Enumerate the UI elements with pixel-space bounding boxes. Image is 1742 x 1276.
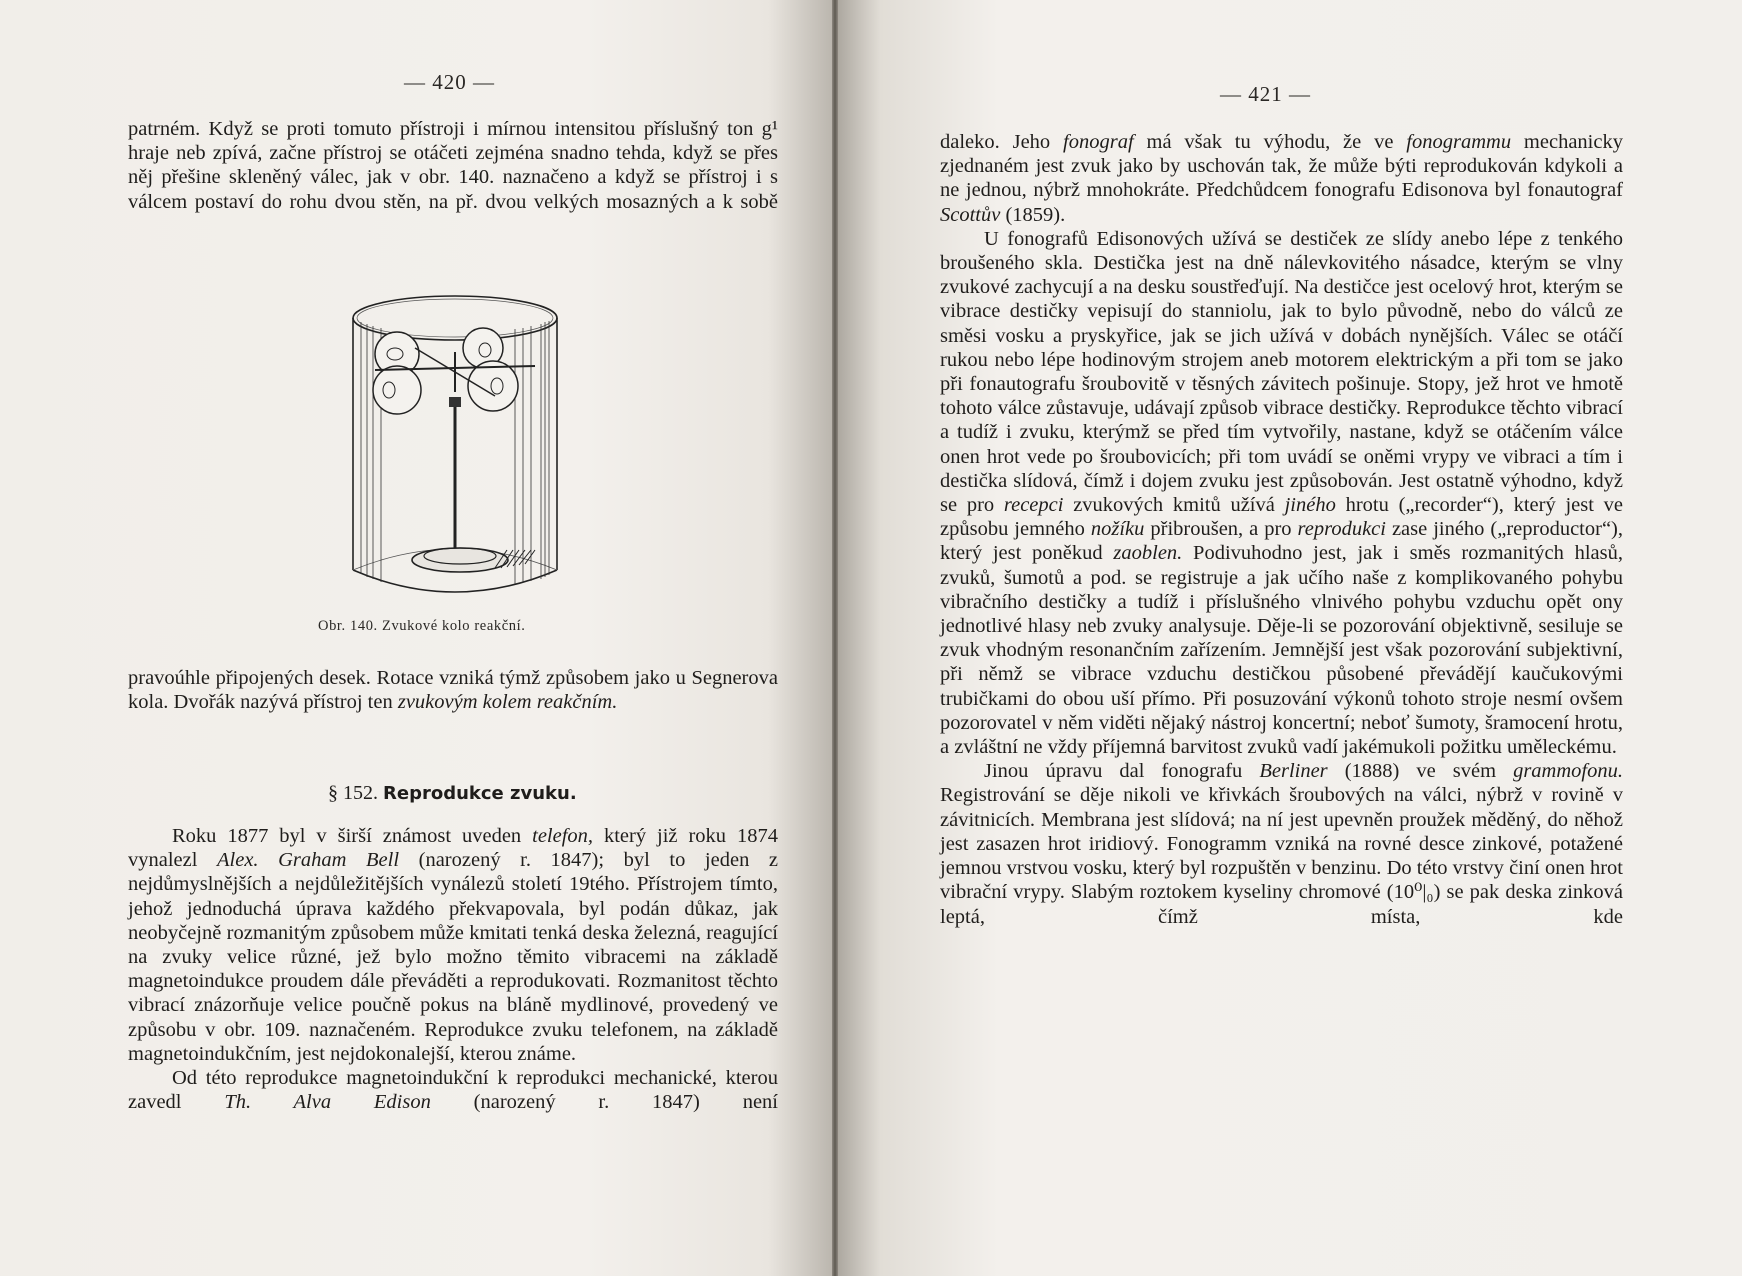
text-span: hrotu („recorder“), který jest ve způsobu jemného [940, 494, 1623, 541]
text-span: (narozený r. 1847) není [430, 1091, 778, 1114]
paragraph [128, 1066, 778, 1114]
text-span: pravoúhle připojených desek. Rotace vzniká týmž způsobem jako u Segnerova kola. Dvořák nazývá přístroj ten [128, 667, 778, 714]
paragraph [128, 824, 778, 1066]
text-span: Od této reprodukce magnetoindukční k reprodukci mechanické, kterou zavedl [128, 1067, 778, 1114]
paragraph [940, 227, 1623, 759]
right-text [940, 130, 1623, 929]
text-span: Podivuhodno jest, jak i směs rozmanitých hlasů, zvuků, šumotů a pod. se registruje a jak učího naše z komplikovaného pohybu vibračního destičky a tudíž i příslušného vlnivého pohybu vzduchu opět ony jednotlivé hlasy neb zvuky analysuje. Děje-li se pozorování objektivně, sesiluje se zvuk vhodným resonančním zařízením. Jemnější jest však pozorování subjektivní, při němž se vibrace vzduchu destičkou působené převádějí kaučukovými trubičkami do obou uší přímo. Při posuzování výkonů tohoto stroje nesmí ovšem pozorovatel v něm viděti nějaký nástroj koncertní; neboť šumoty, šramocení hrotu, a zvláštní ne vždy příjemná barvitost zvuků vadí jakémukoli požitku uměleckému. [940, 542, 1623, 759]
left-top-text [128, 117, 778, 214]
section-title: Reprodukce zvuku. [383, 783, 577, 804]
italic-span: Scottův [940, 203, 1001, 226]
book-gutter [832, 0, 838, 1276]
paragraph [940, 759, 1623, 928]
paragraph [128, 666, 778, 714]
paragraph [940, 130, 1623, 227]
left-section-text [128, 824, 778, 1114]
page-number: — 421 — [1220, 82, 1311, 106]
italic-span: nožíku [1090, 518, 1145, 541]
italic-span: Alex. Graham Bell [217, 849, 400, 872]
text-span: Jinou úpravu dal fonografu [984, 760, 1260, 783]
left-page [0, 0, 835, 1276]
italic-span: grammofonu. [1513, 760, 1623, 783]
text-span: (1888) ve svém [1327, 760, 1514, 783]
italic-span: fonograf [1063, 131, 1134, 153]
figure-caption: Obr. 140. Zvukové kolo reakční. [318, 618, 526, 634]
italic-span: telefon, [532, 825, 594, 847]
text-span: zase jiného („reproductor“), který jest poněkud [940, 518, 1623, 565]
italic-span: zvukovým kolem reakčním. [397, 691, 618, 714]
italic-span: fonogrammu [1406, 131, 1512, 153]
italic-span: Th. Alva Edison [224, 1091, 431, 1114]
text-span: U fonografů Edisonových užívá se destiček ze slídy anebo lépe z tenkého broušeného skla. Destička jest na dně nálevkovitého násadce, kterým se vlny zvukové zachycují a na desku soustřeďují. Na destičce jest ocelový hrot, kterým se vibrace destičky vepisují do stanniolu, jak to bylo původně, nebo do válců ze směsi vosku a pryskyřice, jak se jich užívá v dobách nynějších. Válec se otáčí rukou nebo lépe hodinovým strojem aneb motorem elektrickým a při tom se jako při fonautografu šroubovitě v těsných závitech pošinuje. Stopy, jež hrot ve hmotě tohoto válce zůstavuje, udávají způsob vibrace destičky. Reprodukce těchto vibrací a tudíž i zvuku, kterýmž se před tím vytvořily, nastane, když se otáčením válce onen hrot vede po šroubovicích; při tom uvádí se oněmi vrypy ve vibraci a tím i destička slídová, čímž i dojem zvuku jest způsobován. Jest ostatně výhodno, když se pro [940, 227, 1623, 517]
text-span: Roku 1877 byl v širší známost uveden [172, 825, 533, 847]
text-span: (narozený r. 1847); byl to jeden z nejdůmyslnějších a nejdůležitějších vynálezů století 19tého. Přístrojem tímto, jehož jednoduchá úprava každého překvapovala, byl podán důkaz, jak neobyčejně rozmanitým způsobem může kmitati tenká deska železná, reagující na zvuky velice různé, jež bylo možno těmito vibracemi na základě magnetoindukce proudem dále převáděti a reprodukovati. Rozmanitost těchto vibrací znázorňuje velice poučně pokus na bláně mydlinové, provedený ve způsobu v obr. 109. naznačeném. Reprodukce zvuku telefonem, na základě magnetoindukčním, jest nejdokonalejší, kterou známe. [128, 849, 778, 1065]
page-number: — 420 — [404, 70, 495, 94]
italic-span: zaoblen. [1113, 542, 1183, 565]
paragraph: patrném. Když se proti tomuto přístroji i mírnou intensitou příslušný ton g¹ hraje neb zpívá, začne přístroj se otáčeti zejména snadno tehda, když se přes něj přešine skleněný válec, jak v obr. 140. naznačeno a když se přístroj i s válcem postaví do rohu dvou stěn, na př. dvou velkých mosazných a k sobě [128, 118, 778, 213]
right-page [835, 0, 1742, 1276]
text-span: zvukových kmitů užívá [1063, 494, 1285, 517]
text-span: má však tu výhodu, že ve [1133, 131, 1407, 153]
text-span: mechanicky zjednaném jest zvuk jako by uschován tak, že může býti reprodukován kdykoli a ne jednou, nýbrž mnohokráte. Předchůdcem fonografu Edisonova byl fonautograf [940, 131, 1623, 202]
text-span: který již roku 1874 vynalezl [128, 825, 778, 872]
section-number: § 152. [328, 782, 378, 804]
text-span: Registrování se děje nikoli ve křivkách šroubových na válci, nýbrž v rovině v závitnicích. Membrana jest slídová; na ní jest upevněn proužek měděný, do něhož jest zasazen hrot iridiový. Fonogramm vzniká na rovné desce zinkové, potažené jemnou vrstvou vosku, který byl rozpuštěn v benzinu. Do této vrstvy činí onen hrot vibrační vrypy. Slabým roztokem kyseliny chromové (10⁰|₀) se pak deska zinková leptá, čímž místa, kde [940, 784, 1623, 928]
text-span: přibroušen, a pro [1144, 518, 1298, 541]
figure-sound-wheel [345, 292, 565, 622]
italic-span: reprodukci [1297, 518, 1386, 541]
italic-span: jiného [1284, 494, 1336, 517]
left-after-figure-text [128, 666, 778, 714]
text-span: daleko. Jeho [940, 131, 1064, 153]
italic-span: recepci [1003, 494, 1064, 517]
section-heading [328, 782, 577, 805]
italic-span: Berliner [1259, 760, 1328, 783]
text-span: (1859). [1000, 203, 1066, 226]
